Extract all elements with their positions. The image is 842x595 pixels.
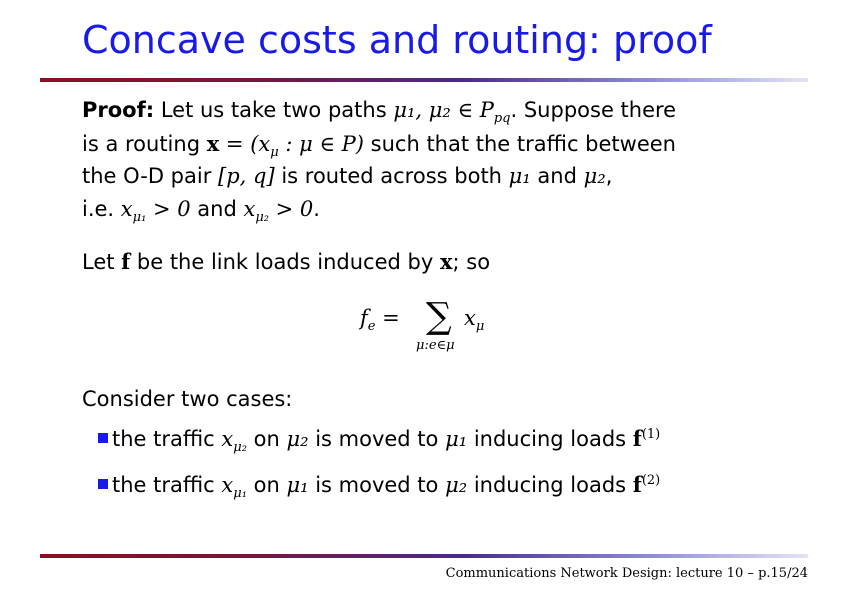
math-gt: > 0: [268, 197, 314, 221]
bullet-square-icon: [98, 479, 108, 489]
math-mu2: μ₂: [583, 164, 606, 188]
math-f-bold: f: [121, 249, 131, 274]
formula-lhs: $f_e$ =: [360, 306, 400, 335]
math-routing: = (x: [219, 132, 271, 156]
math-x: x: [120, 197, 133, 221]
math-sub: μ: [270, 145, 279, 161]
text-fragment: the O-D pair: [82, 164, 219, 188]
formula-rhs: $x_\mu$: [464, 306, 485, 335]
text-fragment: ,: [605, 164, 613, 188]
math-sub: μ₂: [255, 210, 269, 226]
math-paths: μ₁, μ₂ ∈ P: [393, 98, 494, 122]
text-fragment: i.e.: [82, 197, 121, 221]
math-mu1: μ₁: [508, 164, 531, 188]
math-x-bold: x: [439, 249, 453, 274]
text-fragment: is a routing: [82, 132, 207, 156]
proof-line-2: [82, 127, 676, 161]
text-fragment: be the link loads induced by: [130, 250, 440, 274]
case-item: the traffic $x_{\mu_2}$ on μ₂ is moved to μ₁ inducing loads $f^{(1)}$: [112, 424, 660, 454]
text-fragment: Let: [82, 250, 122, 274]
proof-line-4: [82, 193, 320, 226]
math-sub: pq: [493, 111, 511, 127]
math-x: x: [243, 197, 256, 221]
case-item: the traffic $x_{\mu_1}$ on μ₁ is moved to μ₂ inducing loads $f^{(2)}$: [112, 470, 660, 500]
proof-line-3: [82, 160, 612, 193]
text-fragment: ; so: [452, 250, 491, 274]
link-loads-line: [82, 245, 490, 279]
math-routing-rest: : μ ∈ P): [278, 132, 364, 156]
bullet-square-icon: [98, 433, 108, 443]
math-x-bold: x: [206, 131, 220, 156]
math-sub: μ₁: [132, 210, 147, 226]
text-fragment: Let us take two paths: [160, 98, 394, 122]
sum-symbol: ∑: [426, 296, 452, 337]
footer-divider: [40, 554, 808, 558]
text-fragment: and: [190, 197, 244, 221]
footer-text: Communications Network Design: lecture 10 – p.15/24: [445, 566, 808, 581]
text-fragment: .: [313, 197, 320, 221]
math-od-pair: [p, q]: [218, 164, 275, 188]
slide-title: Concave costs and routing: proof: [82, 18, 712, 62]
title-divider: [40, 78, 808, 82]
text-fragment: and: [530, 164, 584, 188]
proof-line-1: [82, 94, 676, 127]
text-fragment: such that the traffic between: [363, 132, 676, 156]
sum-limit: μ:e∈μ: [416, 338, 455, 353]
math-gt: > 0: [146, 197, 191, 221]
link-load-formula: [360, 296, 560, 360]
proof-label: Proof:: [82, 98, 155, 122]
text-fragment: is routed across both: [274, 164, 509, 188]
text-fragment: . Suppose there: [510, 98, 677, 122]
cases-heading: Consider two cases:: [82, 387, 293, 411]
